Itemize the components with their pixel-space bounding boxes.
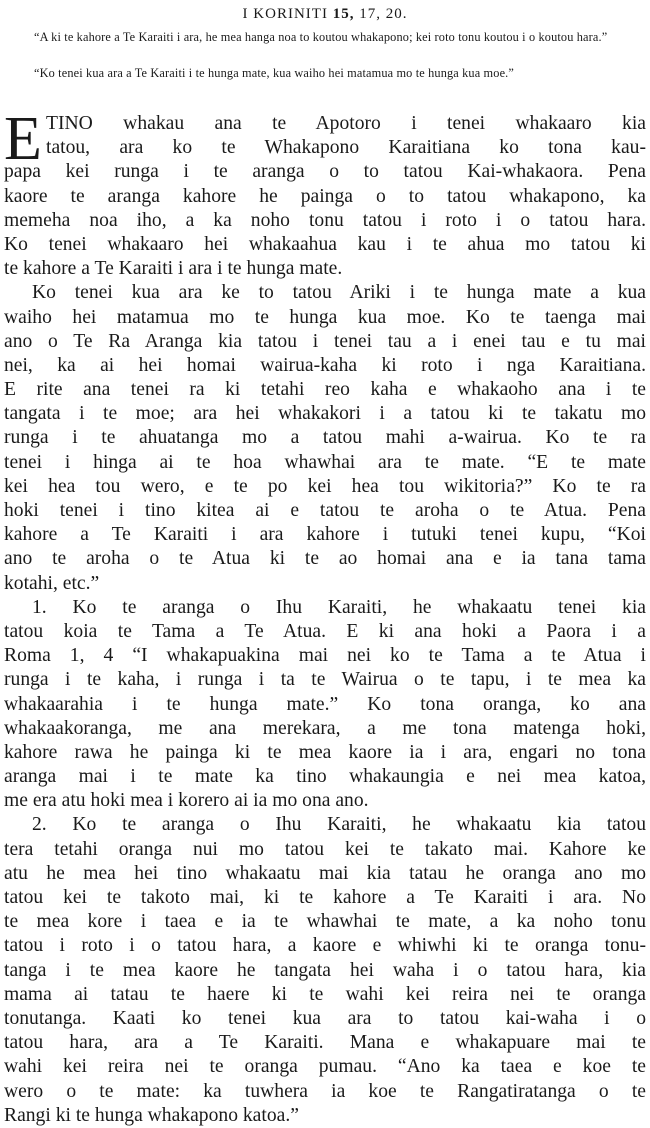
text-line: 1. Ko te aranga o Ihu Karaiti, he whakaatu tenei kia <box>32 596 646 618</box>
text-line: papa kei runga i te aranga o to tatou Kai-whakaora. Pena <box>4 161 646 183</box>
text-line: 2. Ko te aranga o Ihu Karaiti, he whakaatu kia tatou <box>32 814 646 836</box>
text-line: memeha noa iho, a ka noho tonu tatou i roto i o tatou hara. <box>4 209 646 231</box>
text-line: kaore te aranga kahore he painga o to tatou whakapono, ka <box>4 185 646 207</box>
running-head-verses: 17, 20. <box>359 6 408 22</box>
text-line: tangata i te moe; ara hei whakakori i a tatou ki te takatu mo <box>4 403 646 425</box>
text-line: hoki tenei i tino kitea ai e tatou te aroha o te Atua. Pena <box>4 500 646 521</box>
text-line: mama ai tatau te haere ki te wahi kei reira nei te oranga <box>4 983 646 1005</box>
text-line: tatou koia te Tama a Te Atua. E ki ana hoki a Paora i a <box>4 620 646 642</box>
text-line: whakaarahia i te hunga mate.” Ko tona oranga, ko ana <box>4 693 646 715</box>
sermon-body <box>4 105 646 1128</box>
text-line: TINO whakau ana te Apotoro i tenei whakaaro kia <box>46 113 646 134</box>
drop-cap: E <box>4 105 42 173</box>
text-line: runga i te kaha, i runga i ta te Wairua o te tapu, i te mea ka <box>4 669 646 691</box>
text-line: kotahi, etc.” <box>4 572 100 594</box>
epigraph-verse-17: “A ki te kahore a Te Karaiti i ara, he mea hanga noa to koutou whakapono; kei roto tonu koutou i o koutou hara.” <box>34 30 608 44</box>
text-line: ano o Te Ra Aranga kia tatou i tenei tau a i enei tau e tu mai <box>4 330 646 352</box>
text-line: Rangi ki te hunga whakapono katoa.” <box>4 1104 299 1126</box>
text-line: wahi kei reira nei te oranga pumau. “Ano ka taea e koe te <box>4 1056 646 1078</box>
text-line: E rite ana tenei ra ki tetahi reo kaha e whakaoho ana i te <box>4 379 646 401</box>
running-head-chapter: 15, <box>332 6 355 22</box>
text-line: me era atu hoki mea i korero ai ia mo ona ano. <box>4 790 369 812</box>
text-line: Roma 1, 4 “I whakapuakina mai nei ko te Tama a te Atua i <box>4 645 646 667</box>
text-line: tatou i roto i o tatou hara, a kaore e whiwhi ki te oranga tonu- <box>4 935 646 957</box>
text-line: tenei i hinga ai te hoa whawhai ara te mate. “E te mate <box>4 451 646 473</box>
text-line: tatou, ara ko te Whakapono Karaitiana ko tona kau- <box>46 137 646 159</box>
running-head <box>0 6 650 23</box>
text-line: tatou kei te takoto mai, ki te kahore a Te Karaiti i ara. No <box>4 887 646 908</box>
text-line: wero o te mate: ka tuwhera ia koe te Rangatiratanga o te <box>4 1080 646 1102</box>
text-line: Ko tenei kua ara ke to tatou Ariki i te hunga mate a kua <box>32 282 646 304</box>
text-line: tonutanga. Kaati ko tenei kua ara to tatou kai-waha i o <box>4 1007 646 1029</box>
text-line: ano te aroha o te Atua ki te ao homai ana e ia tana tama <box>4 548 646 570</box>
text-line: kahore a Te Karaiti i ara kahore i tutuki tenei kupu, “Koi <box>4 524 646 546</box>
text-line: tera tetahi oranga nui mo tatou kei te takato mai. Kahore ke <box>4 838 646 860</box>
text-line: te kahore a Te Karaiti i ara i te hunga mate. <box>4 258 343 280</box>
text-line: te mea kore i taea e ia te whawhai te mate, a ka noho tonu <box>4 911 646 933</box>
text-line: runga i te ahuatanga mo a tatou mahi a-wairua. Ko te ra <box>4 427 646 449</box>
text-line: tatou hara, ara a Te Karaiti. Mana e whakapuare mai te <box>4 1032 646 1054</box>
running-head-book: I KORINITI <box>242 6 328 22</box>
text-line: nei, ka ai hei homai wairua-kaha ki roto i nga Karaitiana. <box>4 354 646 376</box>
text-line: Ko tenei whakaaro hei whakaahua kau i te ahua mo tatou ki <box>4 233 646 255</box>
text-line: whakaakoranga, me ana merekara, a me tona matenga hoki, <box>4 717 646 739</box>
text-line: aranga mai i te mate ka tino whakaungia e nei mea katoa, <box>4 766 646 788</box>
text-line: tanga i te mea kaore he tangata hei waha i o tatou hara, kia <box>4 959 646 981</box>
text-line: atu he mea hei tino whakaatu mai kia tatau he oranga ano mo <box>4 862 646 884</box>
text-line: kei hea tou wero, e te po kei hea tou wikitoria?” Ko te ra <box>4 475 646 497</box>
text-line: waiho hei matamua mo te hunga kua moe. Ko te taenga mai <box>4 306 646 328</box>
text-line: kahore rawa he painga ki te mea kaore ia i ara, engari no tona <box>4 741 646 763</box>
epigraph-verse-20: “Ko tenei kua ara a Te Karaiti i te hunga mate, kua waiho hei matamua mo te hunga kua moe.” <box>34 66 515 80</box>
